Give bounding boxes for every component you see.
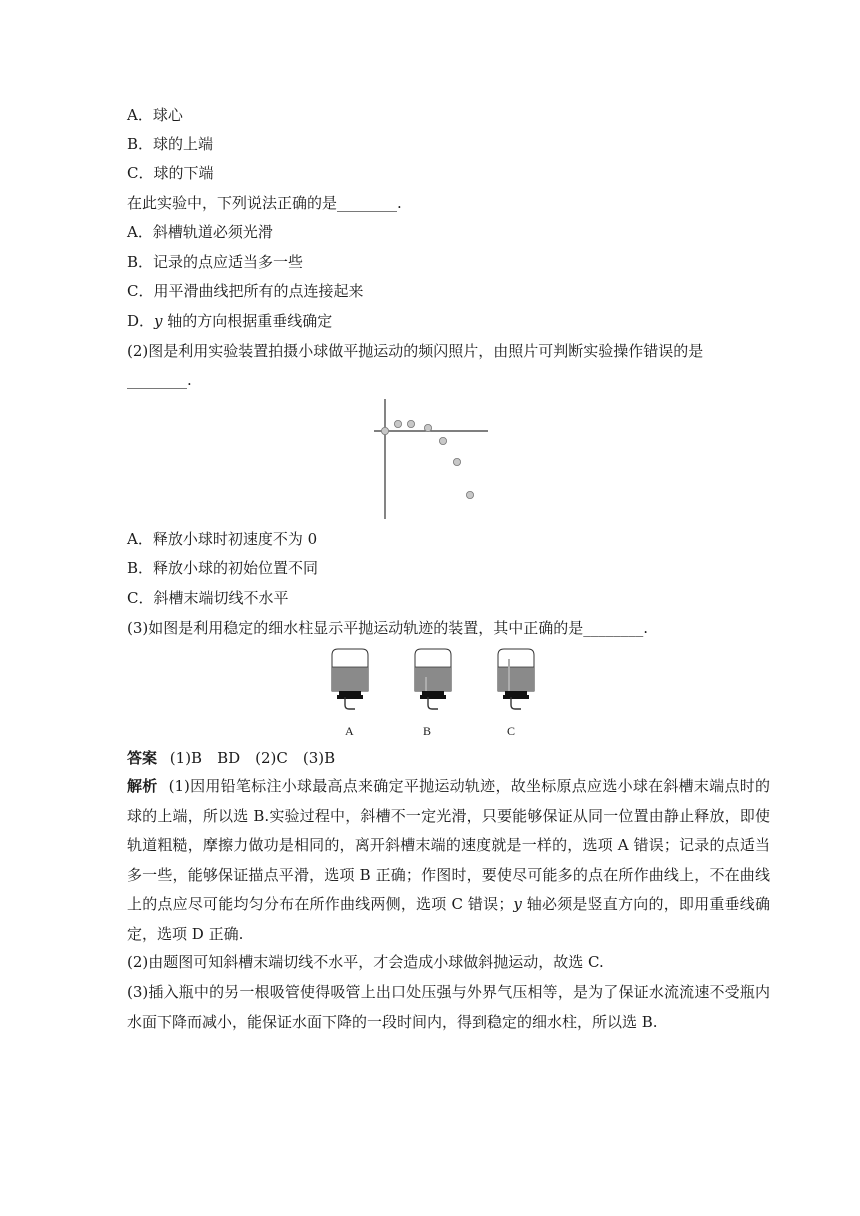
analysis-text-1: (1)因用铅笔标注小球最高点来确定平抛运动轨迹，故坐标原点应选小球在斜槽末端点时的球的上端，所以选 B.实验过程中，斜槽不一定光滑，只要能够保证从同一位置由静止释放，即使轨道粗糙，摩擦力做功是相同的，离开斜槽末端的速度就是一样的，选项 A 错误；记录的点适当多一些，能够保证描点平滑，选项 B 正确；作图时，要使尽可能多的点在所作曲线上，不在曲线上的点应尽可能均匀分布在所作曲线两侧，选项 C 错误； — [127, 777, 770, 913]
ball-dot — [439, 437, 446, 444]
statement-d-rest: 轴的方向根据重垂线确定 — [162, 312, 333, 330]
statement-a: A．斜槽轨道必须光滑 — [127, 223, 273, 241]
analysis-label: 解析 — [127, 777, 158, 795]
question-2-option-b: B．释放小球的初始位置不同 — [127, 559, 319, 577]
statement-c: C．用平滑曲线把所有的点连接起来 — [127, 282, 364, 300]
ball-dot — [394, 420, 401, 427]
question-2-stem: (2)图是利用实验装置拍摄小球做平抛运动的频闪照片，由照片可判断实验操作错误的是 — [127, 342, 704, 360]
option-ball-center: A．球心 — [127, 106, 183, 124]
bottle-b — [415, 649, 451, 709]
bottle-apparatus-figure — [325, 645, 540, 717]
analysis-paragraph-2: (2)由题图可知斜槽末端切线不水平，才会造成小球做斜抛运动，故选 C. — [127, 953, 604, 971]
ball-dot — [381, 427, 388, 434]
question-3-stem: (3)如图是利用稳定的细水柱显示平抛运动轨迹的装置，其中正确的是________. — [127, 619, 649, 637]
question-2-blank: ________. — [127, 371, 192, 389]
analysis-var-y: y — [513, 895, 522, 913]
statement-d-var: y — [154, 312, 163, 330]
statement-d — [127, 311, 770, 331]
answer-line — [127, 748, 770, 768]
ball-dot — [424, 424, 431, 431]
answer-label: 答案 — [127, 749, 158, 767]
strobe-photo-figure — [370, 395, 495, 523]
ball-dot — [453, 458, 460, 465]
question-2-option-a: A．释放小球时初速度不为 0 — [127, 530, 318, 548]
analysis-text-1-end: 轴必须是竖直方向的，即用重垂线确定，选项 D 正确. — [127, 895, 770, 943]
bottle-label-c: C — [507, 724, 516, 738]
bottle-c — [498, 649, 534, 709]
analysis-paragraph-1 — [127, 772, 770, 949]
statement-b: B．记录的点应适当多一些 — [127, 253, 304, 271]
ball-dot — [466, 491, 473, 498]
ball-dot — [407, 420, 414, 427]
bottle-label-b: B — [423, 724, 432, 738]
answer-text: (1)B BD (2)C (3)B — [169, 749, 336, 767]
option-ball-bottom: C．球的下端 — [127, 164, 214, 182]
bottle-label-a: A — [345, 724, 354, 738]
question-2-option-c: C．斜槽末端切线不水平 — [127, 589, 289, 607]
statement-d-prefix: D． — [127, 312, 155, 330]
bottle-a — [332, 649, 368, 709]
analysis-paragraph-3: (3)插入瓶中的另一根吸管使得吸管上出口处压强与外界气压相等，是为了保证水流流速不受瓶内水面下降而减小，能保证水面下降的一段时间内，得到稳定的细水柱，所以选 B. — [127, 983, 770, 1031]
option-ball-top: B．球的上端 — [127, 135, 214, 153]
question-prompt: 在此实验中，下列说法正确的是________. — [127, 194, 402, 212]
